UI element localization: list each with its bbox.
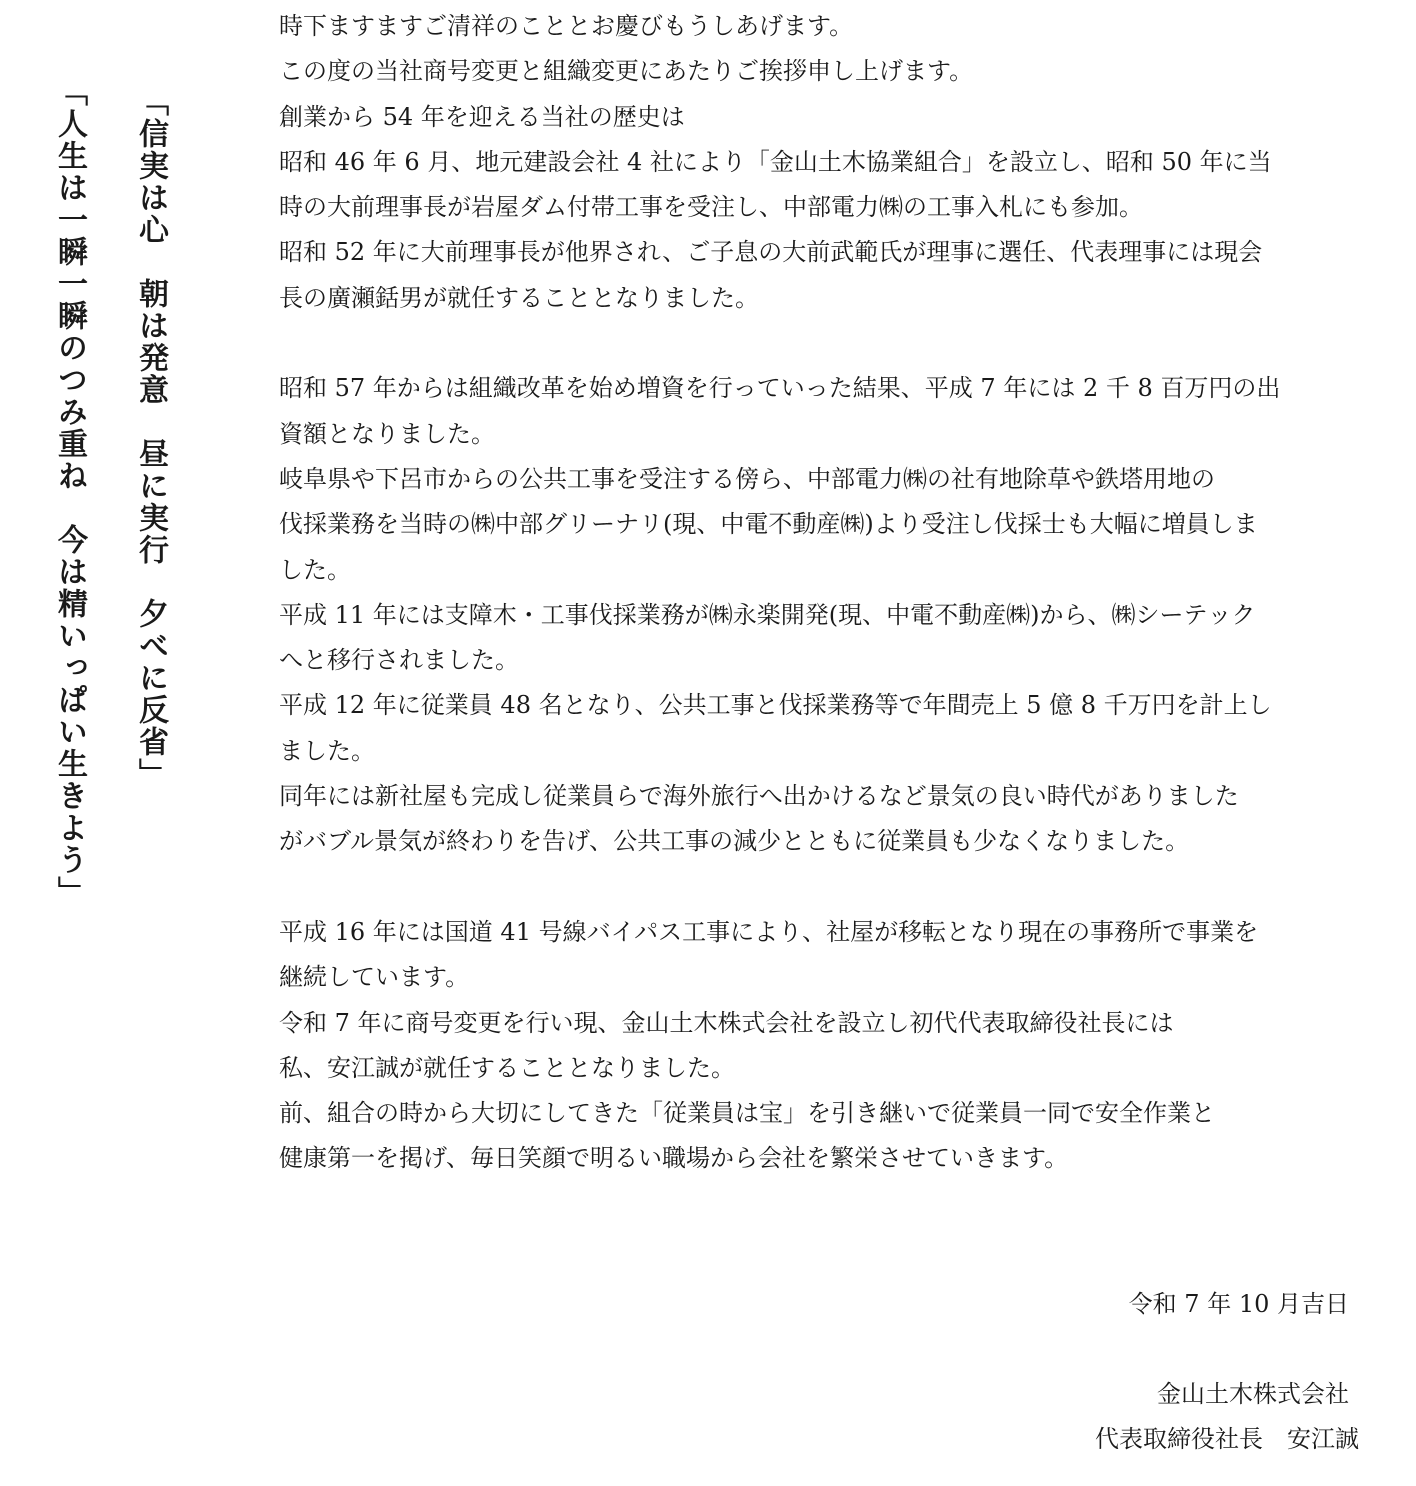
text-line: 資額となりました。 [279, 419, 495, 448]
text-line: 昭和 57 年からは組織改革を始め増資を行っていった結果、平成 7 年には 2 千 8 百万円の出 [279, 374, 1281, 403]
paragraph-1 [279, 4, 1359, 321]
paragraph-2 [279, 366, 1359, 864]
signature-spacer [279, 1182, 1359, 1282]
text-line: 健康第一を掲げ、毎日笑顔で明るい職場から会社を繁栄させていきます。 [279, 1144, 1069, 1173]
signature-title-name: 代表取締役社長 安江誠 [1095, 1425, 1359, 1454]
motto-sincerity: 「信実は心 朝は発意 昼に実行 夕べに反省」 [133, 86, 168, 790]
text-line: 継続しています。 [279, 963, 470, 992]
text-line: ました。 [279, 736, 375, 765]
motto-life: 「人生は一瞬一瞬のつみ重ね 今は精いっぱい生きよう」 [52, 76, 87, 908]
text-line: 前、組合の時から大切にしてきた「従業員は宝」を引き継いで従業員一同で安全作業と [279, 1099, 1215, 1128]
text-line: 岐阜県や下呂市からの公共工事を受注する傍ら、中部電力㈱の社有地除草や鉄塔用地の [279, 464, 1215, 493]
text-line: 時の大前理事長が岩屋ダム付帯工事を受注し、中部電力㈱の工事入札にも参加。 [279, 193, 1143, 222]
text-line: 平成 16 年には国道 41 号線バイパス工事により、社屋が移転となり現在の事務所で事業を [279, 917, 1259, 946]
text-line: 同年には新社屋も完成し従業員らで海外旅行へ出かけるなど景気の良い時代がありました [279, 782, 1239, 811]
text-line: がバブル景気が終わりを告げ、公共工事の減少とともに従業員も少なくなりました。 [279, 827, 1190, 856]
text-line: 昭和 46 年 6 月、地元建設会社 4 社により「金山土木協業組合」を設立し、昭和 50 年に当 [279, 147, 1272, 176]
signature-company: 金山土木株式会社 [1157, 1380, 1349, 1409]
text-line: 私、安江誠が就任することとなりました。 [279, 1053, 735, 1082]
text-line: 平成 12 年に従業員 48 名となり、公共工事と伐採業務等で年間売上 5 億 8 千万円を計上し [279, 691, 1272, 720]
text-line: へと移行されました。 [279, 646, 519, 675]
signature-spacer [279, 1327, 1359, 1372]
greeting-message [279, 4, 1359, 1463]
paragraph-3 [279, 910, 1359, 1182]
text-line: 平成 11 年には支障木・工事伐採業務が㈱永楽開発(現、中電不動産㈱)から、㈱シーテック [279, 600, 1256, 629]
text-line: この度の当社商号変更と組織変更にあたりご挨拶申し上げます。 [279, 57, 974, 86]
text-line: 長の廣瀬銛男が就任することとなりました。 [279, 283, 759, 312]
text-line: 時下ますますご清祥のこととお慶びもうしあげます。 [279, 12, 854, 40]
text-line: した。 [279, 555, 351, 584]
paragraph-spacer [279, 865, 1359, 910]
paragraph-spacer [279, 321, 1359, 366]
text-line: 昭和 52 年に大前理事長が他界され、ご子息の大前武範氏が理事に選任、代表理事には現会 [279, 238, 1263, 267]
text-line: 令和 7 年に商号変更を行い現、金山土木株式会社を設立し初代代表取締役社長には [279, 1008, 1174, 1037]
text-line: 伐採業務を当時の㈱中部グリーナリ(現、中電不動産㈱)より受注し伐採士も大幅に増員しま [279, 510, 1258, 539]
text-line: 創業から 54 年を迎える当社の歴史は [279, 102, 685, 131]
signature-date: 令和 7 年 10 月吉日 [1128, 1289, 1349, 1318]
